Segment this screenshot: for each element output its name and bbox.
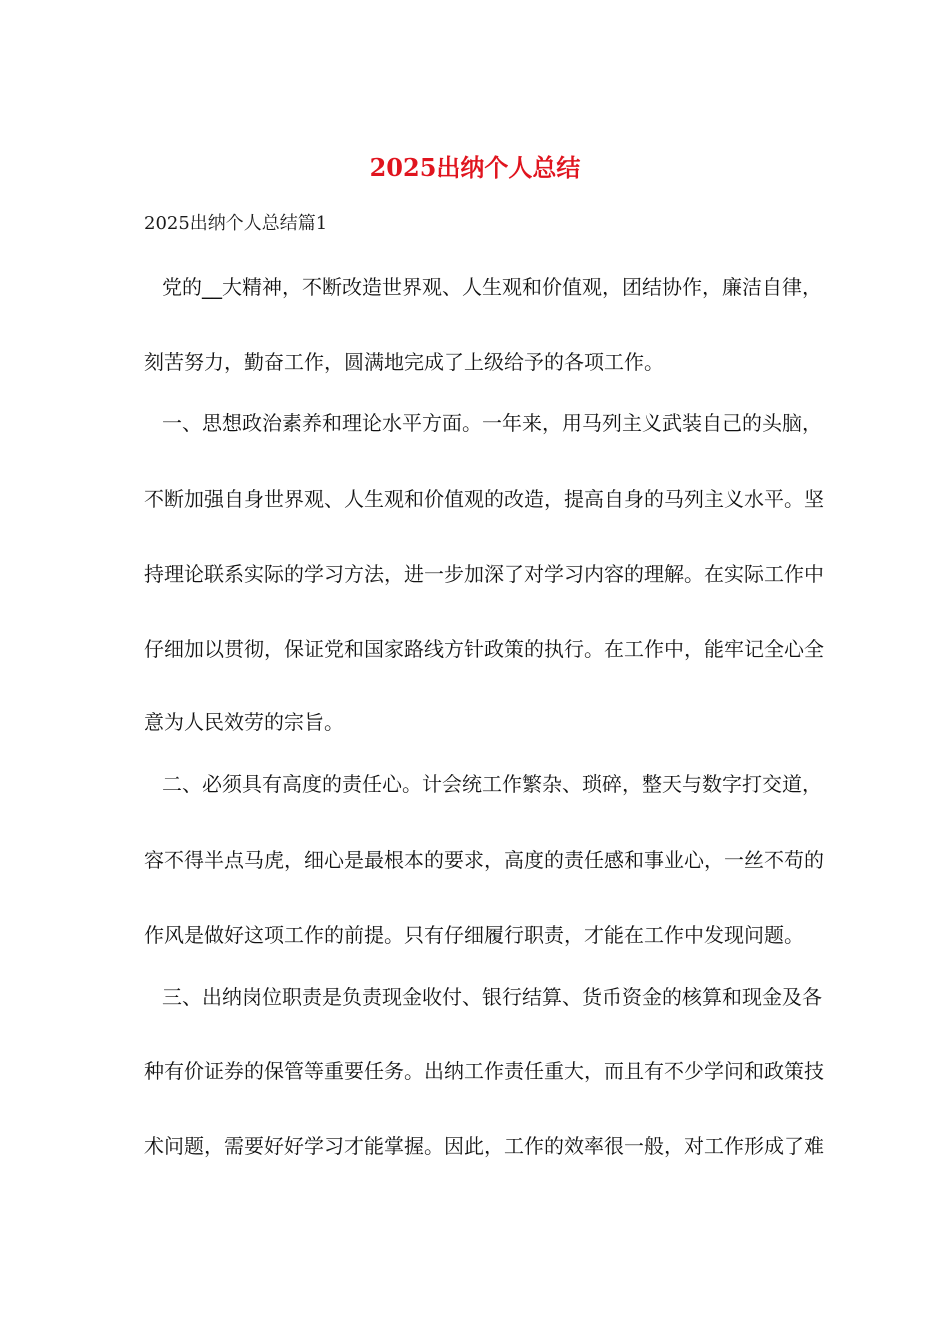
paragraph-line: 三、出纳岗位职责是负责现金收付、银行结算、货币资金的核算和现金及各	[162, 985, 822, 1009]
paragraph-line: 种有价证券的保管等重要任务。出纳工作责任重大，而且有不少学问和政策技	[144, 1059, 824, 1083]
paragraph-line: 容不得半点马虎，细心是最根本的要求，高度的责任感和事业心，一丝不苟的	[144, 848, 824, 872]
paragraph-line: 意为人民效劳的宗旨。	[144, 710, 344, 734]
paragraph-line: 党的__大精神，不断改造世界观、人生观和价值观，团结协作，廉洁自律，	[162, 275, 822, 299]
paragraph-line: 作风是做好这项工作的前提。只有仔细履行职责，才能在工作中发现问题。	[144, 923, 804, 947]
paragraph-line: 持理论联系实际的学习方法，进一步加深了对学习内容的理解。在实际工作中	[144, 562, 824, 586]
paragraph-line: 一、思想政治素养和理论水平方面。一年来，用马列主义武装自己的头脑，	[162, 411, 822, 435]
section-subtitle: 2025出纳个人总结篇1	[144, 213, 328, 234]
paragraph-line: 仔细加以贯彻，保证党和国家路线方针政策的执行。在工作中，能牢记全心全	[144, 637, 824, 661]
paragraph-line: 刻苦努力，勤奋工作，圆满地完成了上级给予的各项工作。	[144, 350, 664, 374]
document-title: 2025出纳个人总结	[369, 153, 581, 182]
paragraph-line: 不断加强自身世界观、人生观和价值观的改造，提高自身的马列主义水平。坚	[144, 487, 824, 511]
paragraph-line: 术问题，需要好好学习才能掌握。因此，工作的效率很一般，对工作形成了难	[144, 1134, 824, 1158]
paragraph-line: 二、必须具有高度的责任心。计会统工作繁杂、琐碎，整天与数字打交道，	[162, 772, 822, 796]
